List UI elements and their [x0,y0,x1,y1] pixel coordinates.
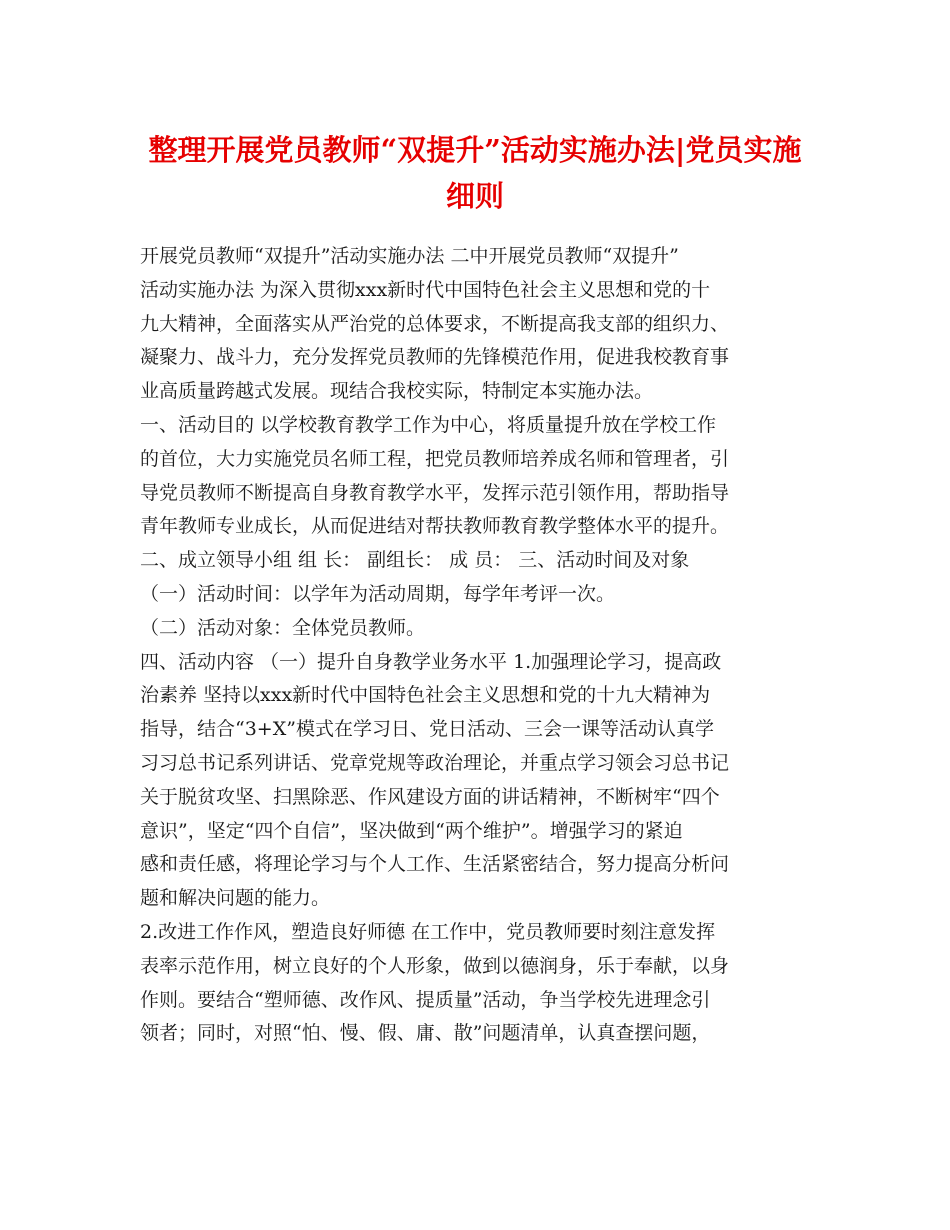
body-line: 2.改进工作作风，塑造良好师德 在工作中，党员教师要时刻注意发挥 [140,920,716,943]
body-line: 的首位，大力实施党员名师工程，把党员教师培养成名师和管理者，引 [140,447,730,470]
body-line: 青年教师专业成长，从而促进结对帮扶教师教育教学整体水平的提升。 [140,515,730,538]
body-line: 二、成立领导小组 组 长： 副组长： 成 员： 三、活动时间及对象 [140,549,690,572]
body-line: （二）活动对象：全体党员教师。 [140,616,426,639]
body-line: 表率示范作用，树立良好的个人形象，做到以德润身，乐于奉献，以身 [140,954,730,977]
body-line: 治素养 坚持以xxx新时代中国特色社会主义思想和党的十九大精神为 [140,684,711,707]
body-line: 活动实施办法 为深入贯彻xxx新时代中国特色社会主义思想和党的十 [140,278,711,301]
body-line: 导党员教师不断提高自身教育教学水平，发挥示范引领作用，帮助指导 [140,481,730,504]
body-line: 凝聚力、战斗力，充分发挥党员教师的先锋模范作用，促进我校教育事 [140,346,730,369]
document-body [140,240,820,1051]
body-line: 业高质量跨越式发展。现结合我校实际，特制定本实施办法。 [140,380,654,403]
body-line: 四、活动内容 （一）提升自身教学业务水平 1.加强理论学习，提高政 [140,650,722,673]
body-line: 感和责任感，将理论学习与个人工作、生活紧密结合，努力提高分析问 [140,853,730,876]
body-line: 作则。要结合“塑师德、改作风、提质量”活动，争当学校先进理念引 [140,988,711,1011]
body-line: 指导，结合“3+X”模式在学习日、党日活动、三会一课等活动认真学 [140,718,714,741]
document-title-line-2: 细则 [445,179,504,213]
body-line: 开展党员教师“双提升”活动实施办法 二中开展党员教师“双提升” [140,245,679,267]
document-title-line-1: 整理开展党员教师“双提升”活动实施办法|党员实施 [148,133,802,167]
body-line: 领者；同时，对照“怕、慢、假、庸、散”问题清单，认真查摆问题， [140,1022,711,1045]
body-line: （一）活动时间：以学年为活动周期，每学年考评一次。 [140,582,616,605]
body-line: 题和解决问题的能力。 [140,887,331,910]
body-line: 习习总书记系列讲话、党章党规等政治理论，并重点学习领会习总书记 [140,751,730,774]
body-line: 一、活动目的 以学校教育教学工作为中心，将质量提升放在学校工作 [140,413,717,436]
body-line: 九大精神，全面落实从严治党的总体要求，不断提高我支部的组织力、 [140,312,730,335]
body-line: 意识”，坚定“四个自信”，坚决做到“两个维护”。增强学习的紧迫 [140,819,683,842]
body-line: 关于脱贫攻坚、扫黑除恶、作风建设方面的讲话精神，不断树牢“四个 [140,785,720,808]
